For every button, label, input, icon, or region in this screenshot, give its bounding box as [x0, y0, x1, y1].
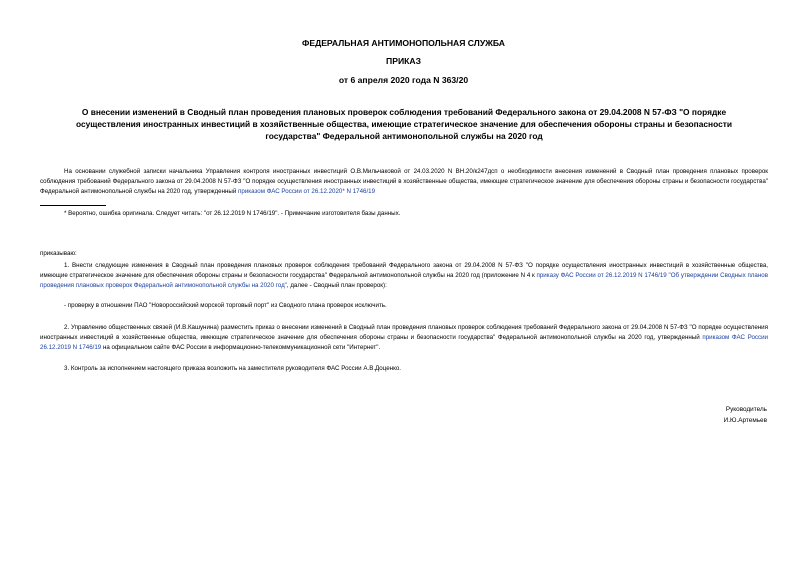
order-word: приказываю: [40, 250, 77, 257]
item-1-text: 1. Внести следующие изменения в Сводный план проведения плановых проверок соблюдения требований Федерального закона от 29.04.2008 N 57-ФЗ "О порядке осуществления иностранных инвестиций в хозяйственные общества, имеющие стратегическое значение для обеспечения обороны страны и безопасности государства" Федеральной антимонопольной службы на 2020 год (приложение N 4 к [40, 262, 768, 279]
item-3-paragraph: 3. Контроль за исполнением настоящего приказа возложить на заместителя руководителя ФАС России А.В.Доценко. [64, 365, 402, 372]
preamble-text: На основании служебной записки начальника Управления контроля иностранных инвестиций О.В.Мильчаковой от 24.03.2020 N ВН.20/к247дсп о необходимости внесения изменений в Сводный план проведения плановых проверок соблюдения требований Федерального закона от 29.04.2008 N 57-ФЗ "О порядке осуществления иностранных инвестиций в хозяйственные общества, имеющие стратегическое значение для обеспечения обороны страны и безопасности государства" Федеральной антимонопольной службы на 2020 год, утвержденный [40, 168, 768, 195]
doc-type: ПРИКАЗ [386, 56, 421, 66]
item-2-link[interactable]: приказом ФАС России 26.12.2019 N 1746/19 [40, 334, 768, 351]
signatory-role: Руководитель [725, 406, 767, 413]
item-1-paragraph [40, 261, 768, 291]
preamble-paragraph [40, 167, 768, 197]
document-title: О внесении изменений в Сводный план проведения плановых проверок соблюдения требований Федерального закона от 29.04.2008 N 57-ФЗ "О порядке осуществления иностранных инвестиций в хозяйственные общества, имеющие стратегическое значение для обеспечения обороны страны и безопасности государства" Федеральной антимонопольной службы на 2020 год [75, 107, 732, 141]
item-1-link[interactable]: приказу ФАС России от 26.12.2019 N 1746/19 "Об утверждении Сводных планов проведения плановых проверок Федеральной антимонопольной службы на 2020 год" [40, 272, 768, 289]
doc-date-number: от 6 апреля 2020 года N 363/20 [338, 75, 469, 85]
item-1-tail: , далее - Сводный план проверок): [286, 282, 387, 289]
preamble-link[interactable]: приказом ФАС России от 26.12.2020* N 1746/19 [238, 188, 376, 195]
item-2-text: 2. Управлению общественных связей (И.В.Кашунина) разместить приказ о внесении изменений в Сводный план проведения плановых проверок соблюдения требований Федерального закона от 29.04.2008 N 57-ФЗ "О порядке осуществления иностранных инвестиций в хозяйственные общества, имеющие стратегическое значение для обеспечения обороны страны и безопасности государства" Федеральной антимонопольной службы на 2020 год, утвержденный [40, 324, 768, 341]
signature-block [724, 404, 767, 426]
footnote-divider [40, 205, 106, 206]
agency-name: ФЕДЕРАЛЬНАЯ АНТИМОНОПОЛЬНАЯ СЛУЖБА [302, 38, 505, 48]
signatory-name: И.Ю.Артемьев [723, 417, 767, 424]
footnote: * Вероятно, ошибка оригинала. Следует читать: "от 26.12.2019 N 1746/19". - Примечание изготовителя базы данных. [64, 210, 401, 217]
item-1-subitem: - проверку в отношении ПАО "Новороссийский морской торговый порт" из Сводного плана проверок исключить. [64, 302, 387, 309]
item-2-tail: на официальном сайте ФАС России в информационно-телекоммуникационной сети "Интернет". [101, 344, 381, 351]
item-2-paragraph [40, 323, 768, 353]
